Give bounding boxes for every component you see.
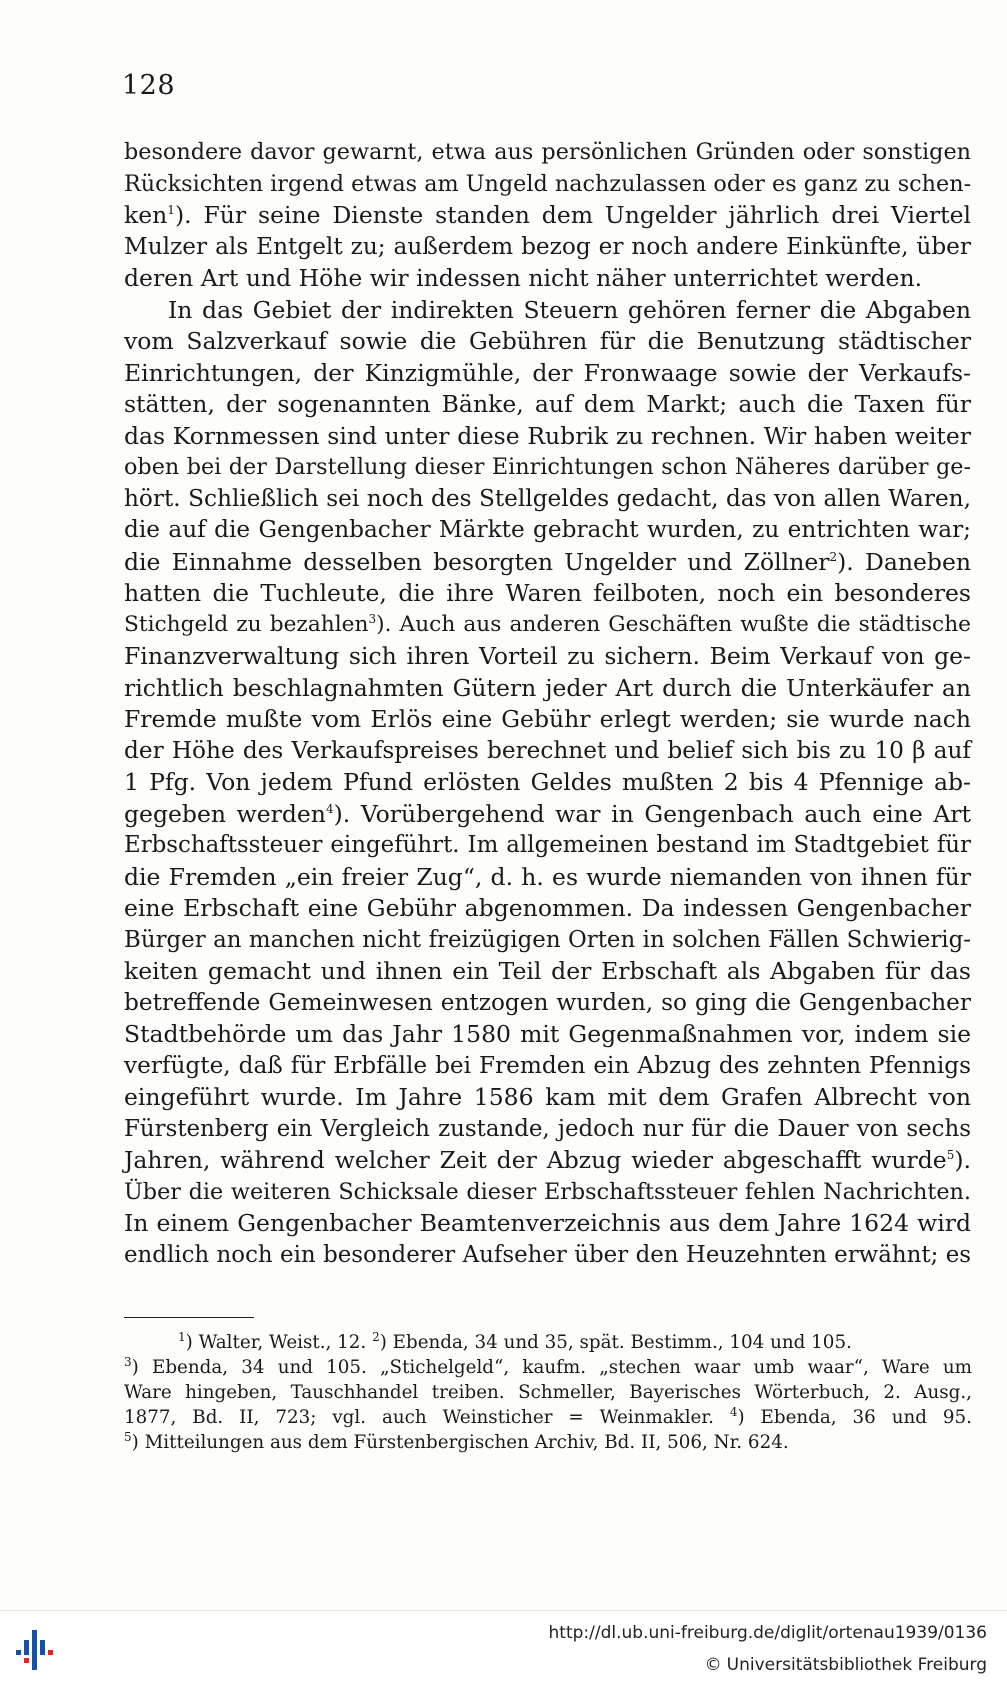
text-line: In das Gebiet der indirekten Steuern gehören ferner die Abgaben (168, 295, 971, 324)
footnote-divider (124, 1317, 254, 1318)
text-line: besondere davor gewarnt, etwa aus persönlichen Gründen oder sonstigen (124, 139, 971, 165)
text-line: Bürger an manchen nicht freizügigen Orten in solchen Fällen Schwierig- (124, 926, 971, 953)
footnote-ref: 3 (368, 611, 377, 626)
text-line: Jahren, während welcher Zeit der Abzug wieder abgeschafft wurde$^5$). (124, 1146, 971, 1174)
text-line: das Kornmessen sind unter diese Rubrik zu rechnen. Wir haben weiter (124, 421, 971, 450)
text-line: die Einnahme desselben besorgten Ungelder und Zöllner$^2$). Daneben (124, 547, 971, 576)
text-line: endlich noch ein besonderer Aufseher über den Heuzehnten erwähnt; es (124, 1241, 971, 1268)
text-line: Stichgeld zu bezahlen$^3$). Auch aus anderen Geschäften wußte die städtische (124, 611, 972, 637)
footnote-ref: 2 (829, 549, 838, 564)
text-line: Rücksichten irgend etwas am Ungeld nachzulassen oder es ganz zu schen- (124, 170, 972, 197)
text-line: Fremde mußte vom Erlös eine Gebühr erlegt werden; sie wurde nach (124, 705, 971, 733)
footnote-line: Ware hingeben, Tauschhandel treiben. Schmeller, Bayerisches Wörterbuch, 2. Ausg., (124, 1382, 972, 1403)
footnote-line: $^3$) Ebenda, 34 und 105. „Stichelgeld“, kaufm. „stechen waar umb waar“, Ware um (124, 1354, 972, 1378)
text-line: deren Art und Höhe wir indessen nicht näher unterrichtet werden. (124, 264, 923, 292)
footnote-line: $^1$) Walter, Weist., 12. $^2$) Ebenda, 34 und 35, spät. Bestimm., 104 und 105. (178, 1329, 852, 1353)
text-line: ken$^1$). Für seine Dienste standen dem Ungelder jährlich drei Viertel (124, 201, 971, 229)
text-line: eine Erbschaft eine Gebühr abgenommen. Da indessen Gengenbacher (124, 894, 971, 922)
university-library-logo-icon (14, 1628, 62, 1672)
text-line: die auf die Gengenbacher Märkte gebracht wurden, zu entrichten war; (124, 516, 971, 543)
text-line: Stadtbehörde um das Jahr 1580 mit Gegenmaßnahmen vor, indem sie (124, 1020, 971, 1048)
permalink-url[interactable]: http://dl.ub.uni-freiburg.de/diglit/ortenau1939/0136 (548, 1623, 987, 1643)
text-line: die Fremden „ein freier Zug“, d. h. es wurde niemanden von ihnen für (124, 862, 971, 891)
footnote-ref: 1 (167, 203, 175, 218)
viewer-footer (0, 1610, 1007, 1682)
text-line: betreffende Gemeinwesen entzogen wurden, so ging die Gengenbacher (124, 988, 971, 1016)
footnote-ref: 5 (946, 1148, 955, 1163)
text-line: hört. Schließlich sei noch des Stellgeldes gedacht, das von allen Waren, (124, 484, 971, 512)
text-line: gegeben werden$^4$). Vorübergehend war in Gengenbach auch eine Art (124, 799, 971, 828)
page-number: 128 (122, 70, 176, 101)
text-line: Erbschaftssteuer eingeführt. Im allgemeinen bestand im Stadtgebiet für (124, 832, 971, 858)
text-line: Fürstenberg ein Vergleich zustande, jedoch nur für die Dauer von sechs (124, 1115, 971, 1142)
footnote-ref: 4 (325, 801, 334, 816)
text-line: oben bei der Darstellung dieser Einrichtungen schon Näheres darüber ge- (124, 454, 971, 480)
text-line: verfügte, daß für Erbfälle bei Fremden ein Abzug des zehnten Pfennigs (124, 1051, 971, 1079)
footnote-line: 1877, Bd. II, 723; vgl. auch Weinsticher = Weinmakler. $^4$) Ebenda, 36 und 95. (124, 1404, 972, 1428)
text-line: keiten gemacht und ihnen ein Teil der Erbschaft als Abgaben für das (124, 957, 971, 985)
text-line: eingeführt wurde. Im Jahre 1586 kam mit dem Grafen Albrecht von (124, 1083, 971, 1111)
text-line: 1 Pfg. Von jedem Pfund erlösten Geldes mußten 2 bis 4 Pfennige ab- (124, 768, 971, 796)
footnote-line: $^5$) Mitteilungen aus dem Fürstenbergischen Archiv, Bd. II, 506, Nr. 624. (124, 1429, 789, 1453)
text-line: Über die weiteren Schicksale dieser Erbschaftssteuer fehlen Nachrichten. (124, 1178, 971, 1205)
copyright-icon: © (704, 1655, 722, 1675)
text-line: vom Salzverkauf sowie die Gebühren für die Benutzung städtischer (124, 327, 971, 355)
text-line: Mulzer als Entgelt zu; außerdem bezog er noch andere Einkünfte, über (124, 232, 971, 260)
copyright-notice: © Universitätsbibliothek Freiburg (704, 1655, 987, 1675)
text-line: der Höhe des Verkaufspreises berechnet und belief sich bis zu 10 β auf (124, 736, 971, 764)
text-line: In einem Gengenbacher Beamtenverzeichnis aus dem Jahre 1624 wird (124, 1209, 971, 1237)
text-line: Einrichtungen, der Kinzigmühle, der Fronwaage sowie der Verkaufs- (124, 358, 971, 387)
text-line: Finanzverwaltung sich ihren Vorteil zu sichern. Beim Verkauf von ge- (124, 642, 971, 670)
text-line: stätten, der sogenannten Bänke, auf dem Markt; auch die Taxen für (124, 390, 971, 418)
text-line: richtlich beschlagnahmten Gütern jeder Art durch die Unterkäufer an (124, 673, 971, 702)
text-line: hatten die Tuchleute, die ihre Waren feilboten, noch ein besonderes (124, 579, 971, 607)
